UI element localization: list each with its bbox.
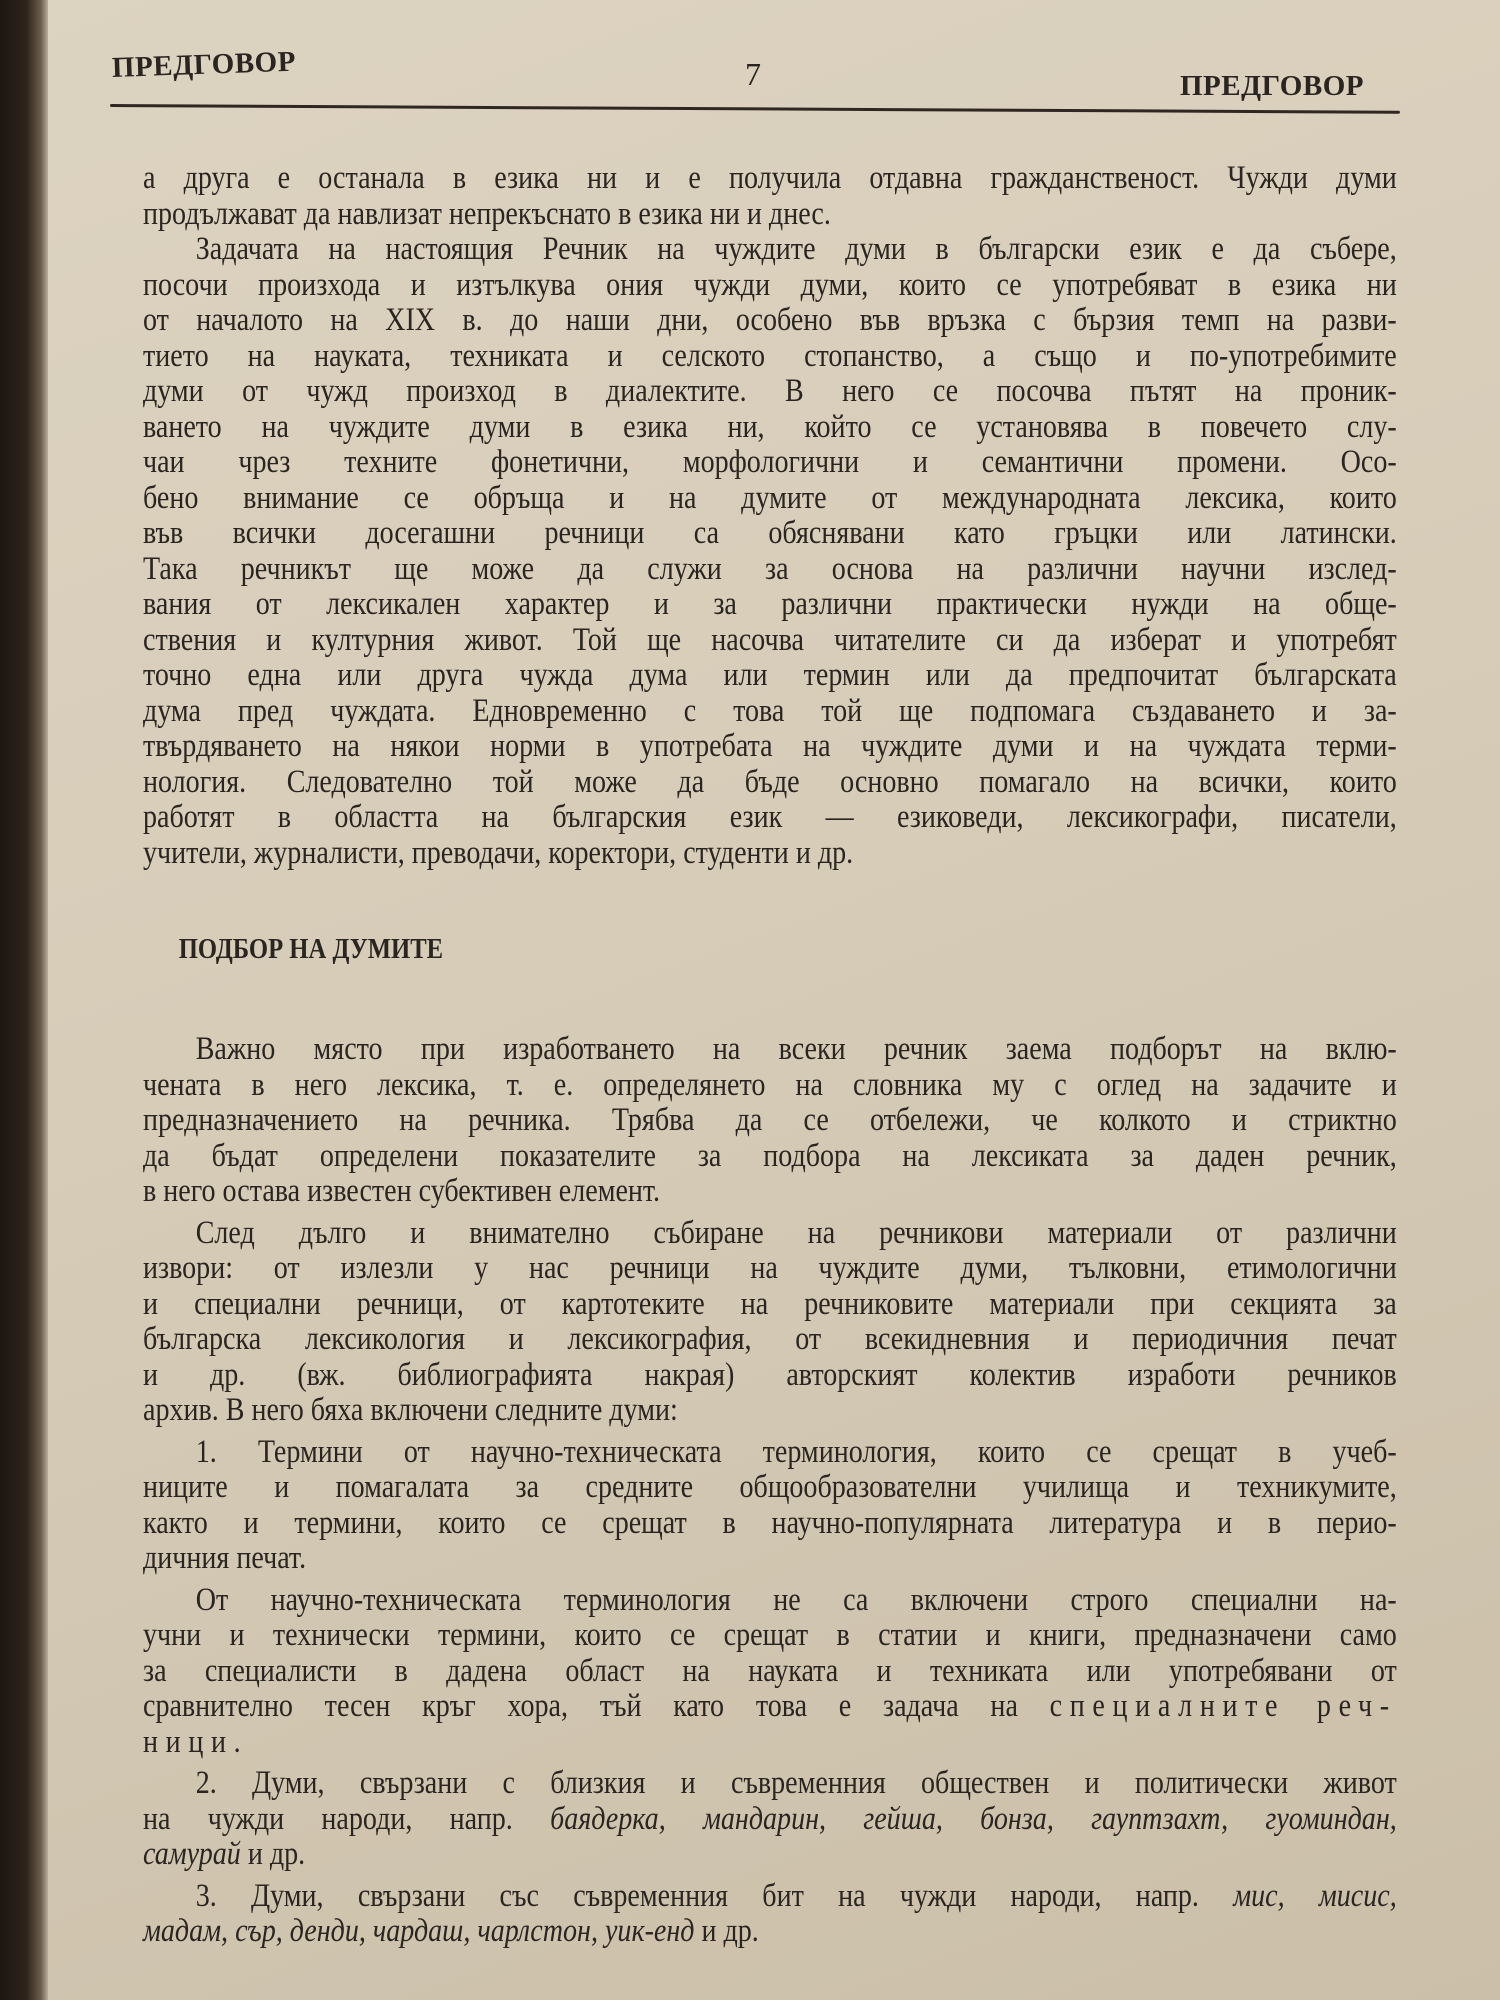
text-line: в него остава известен субективен елемент. [143, 1173, 661, 1209]
text-line: дума пред чуждата. Едновременно с това той ще подпомага създаването и за- [143, 692, 1397, 729]
text-segment: 3. Думи, свързани със съвременния бит на чужди народи, напр. [195, 1877, 1234, 1914]
text-line: чената в него лексика, т. е. определянето на словника му с оглед на задачите и [143, 1066, 1397, 1103]
text-line: 2. Думи, свързани с близкия и съвременния обществен и политически живот [195, 1765, 1397, 1801]
text-line: твърдяването на някои норми в употребата на чуждите думи и на чуждата терми- [143, 728, 1397, 764]
page-body [143, 161, 1397, 1950]
text-segment: сравнително тесен кръг хора, тъй като това е задача на [143, 1688, 1050, 1724]
text-line: и др. (вж. библиографията накрая) авторският колектив изработи речников [143, 1356, 1397, 1393]
text-line [143, 1914, 1397, 1950]
italic-example-words: мадам, сър, денди, чардаш, чарлстон, уик-енд [143, 1913, 695, 1949]
text-line: архив. В него бяха включени следните думи: [143, 1392, 678, 1428]
italic-example-words: мис, мисис, [1233, 1877, 1397, 1914]
text-segment: специалните [1049, 1688, 1286, 1724]
text-line: да бъдат определени показателите за подбора на лексиката за даден речник, [143, 1137, 1397, 1174]
text-line: от началото на XIX в. до наши дни, особено във връзка с бързия темп на разви- [143, 302, 1397, 338]
book-spine-shadow [0, 0, 48, 2000]
text-line: учни и технически термини, които се срещат в статии и книги, предназначени само [143, 1617, 1397, 1653]
text-line: вания от лексикален характер и за различни практически нужди на обще- [143, 586, 1397, 622]
text-line: работят в областта на българския език — езиковеди, лексикографи, писатели, [143, 799, 1397, 835]
text-line [143, 1725, 1397, 1761]
text-line: След дълго и внимателно събиране на речникови материали от различни [195, 1214, 1397, 1251]
text-line: ването на чуждите думи в езика ни, който се установява в повечето слу- [143, 408, 1397, 445]
text-line: продължават да навлизат непрекъснато в езика ни и днес. [143, 195, 831, 232]
text-line: Важно място при изработването на всеки речник заема подборът на вклю- [195, 1031, 1397, 1067]
text-line: дичния печат. [143, 1540, 307, 1576]
paragraph [143, 232, 1397, 871]
page-number: 7 [745, 56, 762, 92]
text-line: учители, журналисти, преводачи, коректори, студенти и др. [143, 834, 854, 871]
italic-example-words: баядерка, мандарин, гейша, бонза, гауптзахт, гуоминдан, [550, 1800, 1397, 1837]
text-line: бено внимание се обръща и на думите от международната лексика, които [143, 479, 1397, 516]
italic-example-words: самурай [143, 1836, 241, 1872]
text-line: извори: от излезли у нас речници на чуждите думи, тълковни, етимологични [143, 1250, 1397, 1286]
list-item-paragraph [143, 1879, 1397, 1950]
paragraph [143, 161, 1397, 232]
text-line: чаи чрез техните фонетични, морфологични и семантични промени. Осо- [143, 444, 1397, 480]
text-line [143, 1837, 1397, 1873]
paragraph [143, 1583, 1397, 1761]
text-line: ниците и помагалата за средните общообразователни училища и техникумите, [143, 1469, 1397, 1505]
text-line: ствения и културния живот. Той ще насочва читателите си да изберат и употребят [143, 621, 1397, 658]
header-rule [110, 104, 1400, 114]
text-line: Така речникът ще може да служи за основа на различни научни изслед- [143, 550, 1397, 587]
text-line [143, 1689, 1397, 1725]
text-line: предназначението на речника. Трябва да се отбележи, че колкото и стриктно [143, 1102, 1397, 1138]
list-item-paragraph [143, 1766, 1397, 1873]
text-line: точно една или друга чужда дума или термин или да предпочитат българската [143, 657, 1397, 693]
list-item-paragraph [143, 1435, 1397, 1577]
text-segment: реч- [1316, 1688, 1397, 1724]
text-line: българска лексикология и лексикография, от всекидневния и периодичния печат [143, 1321, 1397, 1357]
running-header-right: ПРЕДГОВОР [1180, 70, 1364, 102]
text-line: а друга е останала в езика ни и е получила отдавна гражданственост. Чужди думи [143, 160, 1397, 196]
text-segment: ници. [143, 1723, 249, 1760]
text-line: посочи произхода и изтълкува ония чужди думи, които се употребяват в езика ни [143, 266, 1397, 303]
section-heading: ПОДБОР НА ДУМИТЕ [178, 933, 444, 965]
text-line [143, 1802, 1397, 1838]
text-line: Задачата на настоящия Речник на чуждите думи в български език е да събере, [195, 231, 1397, 267]
text-line: както и термини, които се срещат в научно-популярната литература и в перио- [143, 1504, 1397, 1541]
text-line: за специалисти в дадена област на науката и техниката или употребявани от [143, 1652, 1397, 1689]
paragraph [143, 1216, 1397, 1429]
text-segment: и др. [694, 1913, 759, 1949]
text-line: във всички досегашни речници са обяснявани като гръцки или латински. [143, 515, 1397, 551]
text-line: тието на науката, техниката и селското стопанство, а също и по-употребимите [143, 337, 1397, 374]
text-line: нология. Следователно той може да бъде основно помагало на всички, които [143, 763, 1397, 800]
paragraph [143, 1032, 1397, 1210]
text-segment: на чужди народи, напр. [143, 1800, 551, 1837]
text-line: 1. Термини от научно-техническата терминология, които се срещат в учеб- [195, 1433, 1397, 1470]
text-line [143, 1879, 1397, 1915]
text-line: От научно-техническата терминология не са включени строго специални на- [195, 1581, 1397, 1618]
text-segment [1285, 1688, 1317, 1724]
text-line: и специални речници, от картотеките на речниковите материали при секцията за [143, 1285, 1397, 1322]
text-line: думи от чужд произход в диалектите. В него се посочва пътят на проник- [143, 373, 1397, 409]
text-segment: и др. [240, 1836, 306, 1872]
running-header-left: ПРЕДГОВОР [111, 45, 297, 84]
